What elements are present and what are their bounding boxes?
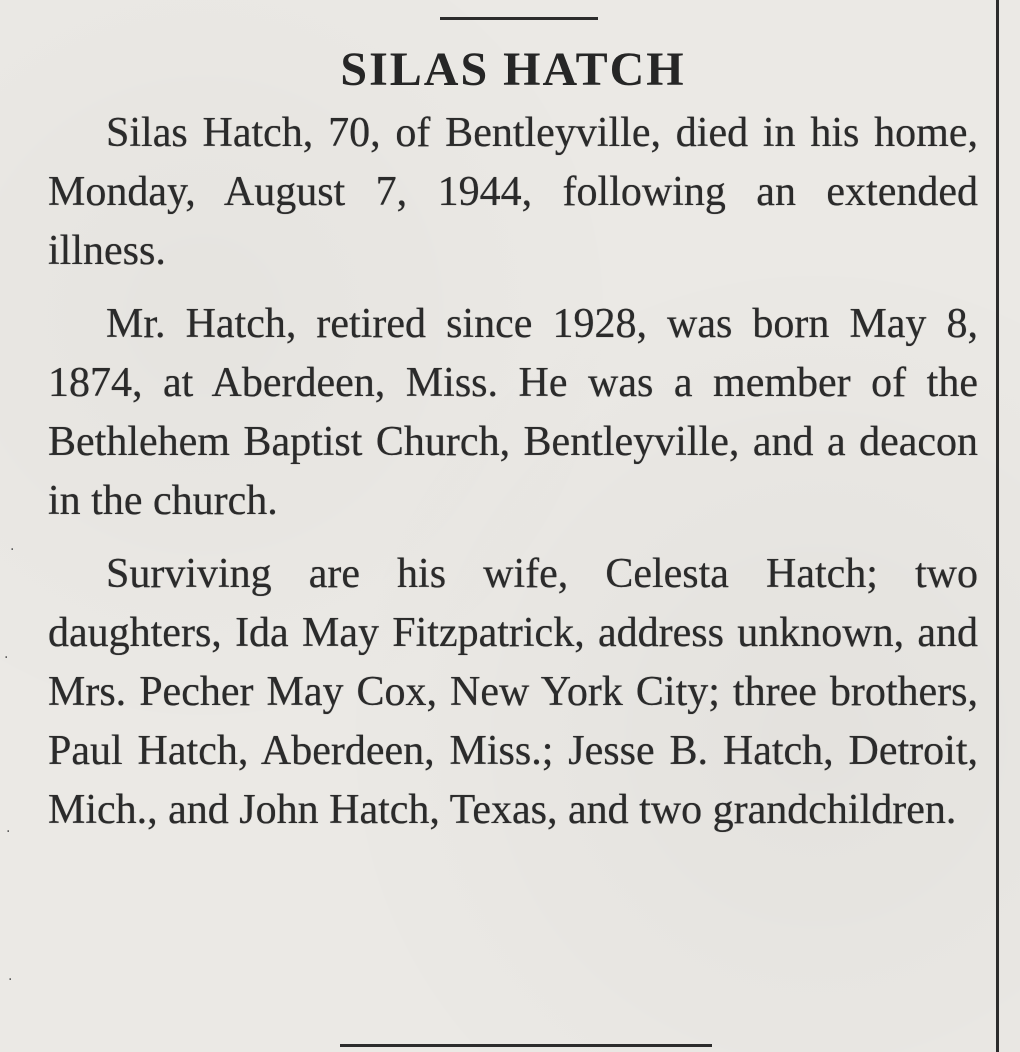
scan-speck-mark: . [6,820,11,836]
headline: SILAS HATCH [340,43,686,96]
scan-speck-mark: . [4,646,9,662]
paragraph-survivors: Surviving are his wife, Celesta Hatch; two daughters, Ida May Fitzpatrick, address unknown, and Mrs. Pecher May Cox, New York City; three brothers, Paul Hatch, Aberdeen, Miss.; Jesse B. Hatch, Detroit, Mich., and John Hatch, Texas, and two grandchildren. [48,551,978,833]
obituary-article [48,40,978,854]
paragraph-biography: Mr. Hatch, retired since 1928, was born May 8, 1874, at Aberdeen, Miss. He was a member of the Bethlehem Baptist Church, Bentleyville, and a deacon in the church. [48,301,978,524]
column-rule [996,0,999,1052]
scan-speck-mark: . [8,968,13,984]
bottom-divider-rule [340,1044,712,1047]
scan-speck-mark: . [10,538,15,554]
top-divider-rule [440,17,598,20]
paragraph-death-notice: Silas Hatch, 70, of Bentleyville, died in his home, Monday, August 7, 1944, following an extended illness. [48,110,978,274]
